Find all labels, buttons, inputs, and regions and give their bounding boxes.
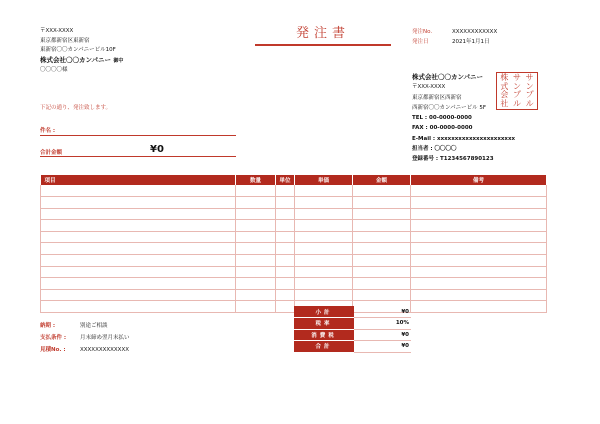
recipient-block — [40, 27, 123, 76]
seal-glyph: 会 — [500, 90, 509, 99]
table-cell[interactable] — [411, 278, 547, 290]
table-cell[interactable] — [276, 197, 295, 209]
request-text: 下記の通り、発注致します。 — [40, 105, 112, 111]
tax-value: ¥0 — [354, 329, 411, 341]
table-cell[interactable] — [353, 266, 411, 278]
table-cell[interactable] — [411, 255, 547, 267]
seal-glyph: 株 — [500, 73, 509, 82]
table-cell[interactable] — [295, 255, 353, 267]
tax-rate-label: 税率 — [294, 318, 354, 330]
title-underline — [255, 44, 391, 46]
table-cell[interactable] — [353, 220, 411, 232]
issuer-registration: 登録番号 : T1234567890123 — [412, 156, 494, 163]
table-cell[interactable] — [353, 289, 411, 301]
seal-glyph: ン — [512, 81, 521, 91]
company-seal-stamp — [496, 72, 538, 110]
issuer-company: 株式会社〇〇カンパニー — [412, 73, 484, 81]
col-header-qty: 数量 — [236, 175, 276, 185]
table-cell[interactable] — [411, 220, 547, 232]
table-row — [41, 231, 547, 243]
delivery-value: 別途ご相談 — [80, 323, 108, 329]
table-cell[interactable] — [295, 220, 353, 232]
table-cell[interactable] — [276, 289, 295, 301]
table-cell[interactable] — [411, 231, 547, 243]
table-cell[interactable] — [276, 255, 295, 267]
subtotal-label: 小計 — [294, 306, 354, 318]
table-row — [41, 289, 547, 301]
issuer-tel: TEL : 00-0000-0000 — [412, 115, 472, 122]
table-cell[interactable] — [41, 255, 236, 267]
seal-glyph: プ — [525, 90, 534, 99]
table-cell[interactable] — [295, 231, 353, 243]
table-cell[interactable] — [353, 197, 411, 209]
quote-no-value: XXXXXXXXXXXXX — [80, 347, 129, 353]
tax-label: 消費税 — [294, 329, 354, 341]
issuer-postal: 〒XXX-XXXX — [412, 84, 446, 91]
table-cell[interactable] — [236, 278, 276, 290]
recipient-person: 〇〇〇〇様 — [40, 67, 68, 73]
table-row — [41, 243, 547, 255]
table-cell[interactable] — [41, 208, 236, 220]
table-cell[interactable] — [276, 278, 295, 290]
table-row — [41, 220, 547, 232]
issuer-fax: FAX : 00-0000-0000 — [412, 125, 473, 132]
recipient-company — [40, 56, 123, 67]
table-cell[interactable] — [276, 208, 295, 220]
order-terms — [40, 320, 130, 356]
table-cell[interactable] — [236, 220, 276, 232]
table-cell[interactable] — [41, 289, 236, 301]
order-date-label: 発注日 — [412, 39, 429, 45]
table-cell[interactable] — [295, 266, 353, 278]
recipient-postal: 〒XXX-XXXX — [40, 28, 74, 34]
items-header-row — [41, 175, 547, 185]
table-row — [41, 278, 547, 290]
total-underline — [40, 156, 236, 157]
grand-total-label: 合計 — [294, 341, 354, 353]
subject-underline — [40, 135, 236, 136]
seal-glyph: 式 — [500, 81, 509, 91]
issuer-address2: 西新宿〇〇カンパニービル 5F — [412, 104, 487, 111]
table-row — [41, 208, 547, 220]
table-cell[interactable] — [411, 301, 547, 313]
summary-row-total — [294, 341, 411, 353]
seal-glyph: サ — [525, 73, 534, 82]
table-cell[interactable] — [411, 185, 547, 197]
table-cell[interactable] — [236, 197, 276, 209]
order-meta — [412, 27, 497, 47]
seal-glyph: ル — [512, 98, 521, 108]
col-header-notes: 備考 — [411, 175, 547, 185]
table-cell[interactable] — [276, 231, 295, 243]
col-header-item: 項目 — [41, 175, 236, 185]
table-cell[interactable] — [236, 301, 276, 313]
summary-row-tax — [294, 329, 411, 341]
total-amount-value: ¥0 — [150, 144, 164, 155]
order-date-value: 2021年1月1日 — [452, 39, 490, 45]
col-header-amount: 金額 — [353, 175, 411, 185]
grand-total-value: ¥0 — [354, 341, 411, 353]
table-cell[interactable] — [411, 208, 547, 220]
table-cell[interactable] — [353, 243, 411, 255]
table-row — [41, 255, 547, 267]
table-cell[interactable] — [353, 278, 411, 290]
summary-row-subtotal — [294, 306, 411, 318]
table-cell[interactable] — [295, 278, 353, 290]
tax-rate-value: 10% — [354, 318, 411, 330]
table-cell[interactable] — [236, 266, 276, 278]
table-cell[interactable] — [276, 301, 295, 313]
table-cell[interactable] — [236, 231, 276, 243]
table-cell[interactable] — [236, 185, 276, 197]
table-cell[interactable] — [353, 185, 411, 197]
table-cell[interactable] — [411, 266, 547, 278]
col-header-unit-price: 単価 — [295, 175, 353, 185]
table-row — [41, 185, 547, 197]
issuer-email: E-Mail : xxxxxxxxxxxxxxxxxxxxxx — [412, 135, 516, 142]
table-cell[interactable] — [295, 197, 353, 209]
table-cell[interactable] — [236, 208, 276, 220]
table-cell[interactable] — [353, 231, 411, 243]
table-cell[interactable] — [353, 208, 411, 220]
table-cell[interactable] — [236, 289, 276, 301]
table-row — [41, 197, 547, 209]
table-cell[interactable] — [41, 185, 236, 197]
subject-label: 件名 : — [40, 128, 56, 134]
table-cell[interactable] — [276, 220, 295, 232]
total-amount-label: 合計金額 — [40, 150, 63, 156]
recipient-address2: 東新宿〇〇カンパニービル10F — [40, 47, 116, 53]
seal-glyph: プ — [512, 90, 521, 99]
order-no-label: 発注No. — [412, 29, 433, 35]
seal-glyph: 社 — [500, 98, 509, 108]
table-cell[interactable] — [411, 243, 547, 255]
summary-table — [294, 306, 411, 353]
table-cell[interactable] — [276, 266, 295, 278]
seal-glyph: サ — [512, 73, 521, 82]
issuer-person: 担当者 : 〇〇〇〇 — [412, 146, 457, 153]
table-row — [41, 266, 547, 278]
table-cell[interactable] — [295, 185, 353, 197]
table-cell[interactable] — [236, 243, 276, 255]
table-cell[interactable] — [295, 243, 353, 255]
col-header-unit: 単位 — [276, 175, 295, 185]
payment-value: 月末締め翌月末払い — [80, 335, 130, 341]
table-cell[interactable] — [41, 231, 236, 243]
table-cell[interactable] — [276, 185, 295, 197]
quote-no-label: 見積No. : — [40, 347, 66, 353]
summary-row-tax-rate — [294, 318, 411, 330]
recipient-company-name: 株式会社〇〇カンパニー — [40, 55, 112, 64]
table-cell[interactable] — [41, 278, 236, 290]
table-cell[interactable] — [41, 266, 236, 278]
recipient-suffix: 御中 — [113, 57, 124, 64]
delivery-label: 納期 : — [40, 323, 56, 329]
payment-label: 支払条件 : — [40, 335, 67, 341]
seal-glyph: ン — [525, 81, 534, 91]
table-cell[interactable] — [41, 301, 236, 313]
table-cell[interactable] — [41, 220, 236, 232]
recipient-address1: 東京都新宿区東新宿 — [40, 37, 90, 44]
table-cell[interactable] — [276, 243, 295, 255]
issuer-address1: 東京都新宿区西新宿 — [412, 94, 462, 101]
table-cell[interactable] — [41, 197, 236, 209]
table-cell[interactable] — [295, 289, 353, 301]
subtotal-value: ¥0 — [354, 306, 411, 318]
table-cell[interactable] — [353, 255, 411, 267]
order-no-value: XXXXXXXXXXXX — [452, 29, 498, 35]
table-cell[interactable] — [411, 197, 547, 209]
items-table — [40, 175, 547, 313]
table-cell[interactable] — [41, 243, 236, 255]
table-cell[interactable] — [236, 255, 276, 267]
seal-glyph: ル — [525, 98, 534, 108]
table-cell[interactable] — [295, 208, 353, 220]
table-cell[interactable] — [411, 289, 547, 301]
document-title: 発注書 — [295, 26, 350, 41]
